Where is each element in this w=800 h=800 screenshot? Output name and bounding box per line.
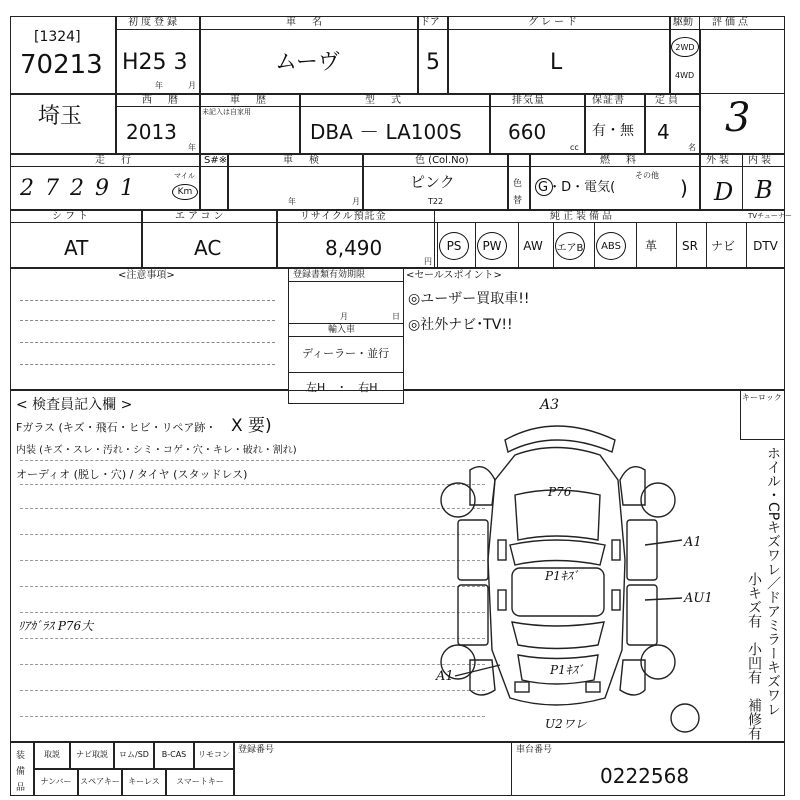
- header-interior: 内装: [748, 155, 774, 166]
- inspector-line: [20, 534, 485, 535]
- handle-value: 左H ・ 右H: [306, 381, 378, 394]
- equipment-pw: PW: [477, 232, 507, 260]
- year-unit: 年: [155, 81, 163, 90]
- regdoc-header-text: 登録書類有効期限: [293, 270, 366, 280]
- equipment-革: 革: [644, 239, 657, 253]
- first-registration: H25 3: [122, 50, 188, 75]
- equipment-item-label: ナビ取説: [76, 750, 108, 759]
- region-name: 埼玉: [38, 104, 83, 129]
- fuel-other: その他: [635, 171, 659, 180]
- chassis-number: 0222568: [600, 764, 690, 788]
- key-lock-label: キーロック: [742, 393, 782, 402]
- inspector-line: [20, 716, 485, 717]
- fuel-options: G・D・電気(: [538, 180, 616, 195]
- mile-unit: マイル: [174, 172, 195, 180]
- sales-point-2: ◎社外ナビ･TV!!: [408, 317, 513, 333]
- interior-line: 内装 (キズ・スレ・汚れ・シミ・コゲ・穴・キレ・破れ・割れ): [16, 445, 297, 456]
- equipment-item-label: B-CAS: [161, 750, 187, 759]
- inspection-year-unit: 年: [288, 197, 296, 206]
- header-equipment: 純正装備品: [550, 211, 615, 222]
- header-fuel: 燃 料: [600, 155, 639, 166]
- header-model: 型 式: [365, 95, 404, 106]
- damage-mark-hood: P76: [548, 485, 572, 499]
- recycle-value: 8,490: [325, 236, 383, 260]
- header-cert: 車 歴: [230, 95, 269, 106]
- header-exterior: 外装: [706, 155, 732, 166]
- inspector-line: [20, 560, 485, 561]
- equipment-dtv: DTV: [753, 239, 778, 253]
- header-first-reg: 初度登録: [128, 17, 180, 28]
- cert-note: 未記入は自家用: [202, 108, 251, 116]
- bottom-equip-label: 装備品: [16, 751, 26, 794]
- displacement: 660: [508, 120, 547, 144]
- header-grade: グレード: [528, 17, 580, 28]
- damage-mark-rear: P1ｷｽﾞ: [550, 663, 584, 677]
- equipment-item-label: ロム/SD: [119, 750, 149, 759]
- import-header-text: 輸入車: [328, 325, 356, 335]
- equipment-sr: SR: [682, 239, 698, 253]
- equipment-item-label: スペアキー: [80, 777, 120, 786]
- equipment-item-label: リモコン: [198, 750, 230, 759]
- inspector-title: < 検査員記入欄 >: [16, 397, 133, 413]
- car-name: ムーヴ: [275, 50, 340, 75]
- regdoc-day: 日: [392, 312, 400, 321]
- header-warranty: 保証書: [592, 95, 625, 106]
- inspector-line: [20, 460, 485, 461]
- header-tv-tuner: TVチューナー: [748, 212, 792, 220]
- inspector-line: [20, 664, 485, 665]
- drive-4wd: 4WD: [675, 71, 695, 80]
- windshield-mark: X 要): [231, 416, 272, 436]
- grade-value: L: [550, 50, 563, 75]
- header-capacity: 定員: [655, 95, 681, 106]
- header-door: ドア: [420, 17, 440, 28]
- drive-2wd-circle: 2WD: [671, 37, 699, 57]
- door-count: 5: [426, 50, 440, 75]
- color-value: ピンク: [410, 173, 455, 191]
- equipment-item-label: キーレス: [128, 777, 160, 786]
- header-inspection: 車 検: [283, 155, 322, 166]
- header-shift: シフト: [52, 211, 91, 222]
- inspector-line: [20, 612, 485, 613]
- equipment-item-label: スマートキー: [176, 777, 224, 786]
- damage-mark-front: A3: [540, 397, 560, 413]
- west-year: 2013: [126, 120, 177, 144]
- score-value: 3: [725, 95, 751, 141]
- capacity-unit: 名: [688, 143, 696, 152]
- exterior-grade: D: [714, 178, 734, 206]
- inspection-month-unit: 月: [352, 197, 360, 206]
- color-change: 色替: [513, 179, 523, 207]
- ac-value: AC: [194, 236, 222, 260]
- caution-line: [20, 342, 275, 343]
- damage-mark-right-2: AU1: [684, 591, 713, 606]
- reg-no-cell: [234, 742, 512, 796]
- sales-point-1: ◎ユーザー買取車!!: [408, 291, 530, 307]
- regdoc-month: 月: [340, 312, 348, 321]
- km-unit-circle: Km: [172, 184, 198, 200]
- header-cc: 排気量: [512, 95, 545, 106]
- equipment-ps: PS: [439, 232, 469, 260]
- equipment-item-label: 取説: [44, 750, 60, 759]
- warranty-value: 有・無: [592, 123, 634, 139]
- header-ac: エアコン: [175, 211, 227, 222]
- west-year-unit: 年: [188, 143, 196, 152]
- fuel-close: ): [680, 176, 688, 200]
- header-drive: 駆動: [673, 17, 693, 28]
- header-mileage: 走 行: [95, 155, 134, 166]
- header-west-year: 西 暦: [142, 95, 181, 106]
- recycle-yen: 円: [424, 257, 432, 266]
- header-sub: S#※: [204, 155, 228, 166]
- model-code: DBA － LA100S: [310, 120, 462, 144]
- lot-prefix: [1324]: [34, 29, 81, 45]
- equipment-aw: AW: [523, 239, 543, 253]
- equipment-ナビ: ナビ: [710, 239, 735, 253]
- inspector-line: [20, 690, 485, 691]
- equipment-エアb: エアB: [555, 232, 585, 260]
- equipment-item-label: ナンバー: [40, 777, 72, 786]
- inspector-line: [20, 484, 485, 485]
- side-note-1: ホイル・CPキズワレ／ドアミラーキズワレ: [765, 446, 781, 717]
- color-code: T22: [428, 197, 444, 206]
- caution-line: [20, 300, 275, 301]
- equipment-abs: ABS: [596, 232, 626, 260]
- damage-mark-left: A1: [436, 669, 454, 684]
- capacity-value: 4: [657, 120, 670, 144]
- audio-tire-line: オーディオ (脱し・穴) / タイヤ (スタッドレス): [16, 468, 248, 481]
- damage-mark-bottom: U2ワレ: [545, 717, 587, 731]
- chassis-label: 車台番号: [516, 745, 553, 755]
- side-note-2: 小キズ有 小凹有 補修有: [746, 572, 762, 740]
- lot-number: 70213: [20, 50, 103, 80]
- header-color: 色 (Col.No): [415, 155, 469, 166]
- cc-unit: cc: [570, 143, 579, 152]
- header-score: 評価点: [712, 17, 751, 28]
- sales-header: <セールスポイント>: [406, 270, 502, 281]
- inspector-line: [20, 508, 485, 509]
- fuel-gasoline-circle: [535, 178, 553, 196]
- caution-header: <注意事項>: [118, 270, 175, 281]
- reg-no-label: 登録番号: [238, 745, 275, 755]
- inspector-line: [20, 586, 485, 587]
- row4-header-strip: [10, 210, 785, 223]
- windshield-line: Fガラス (キズ・飛石・ヒビ・リペア跡・: [16, 421, 217, 434]
- inspector-line: [20, 638, 485, 639]
- caution-line: [20, 364, 275, 365]
- caution-line: [20, 320, 275, 321]
- damage-mark-right-1: A1: [684, 535, 702, 550]
- header-car-name: 車 名: [286, 17, 325, 28]
- import-dealer: ディーラー・並行: [302, 347, 390, 360]
- month-unit: 月: [188, 81, 196, 90]
- mileage-value: 2 7 2 9 1: [20, 176, 136, 201]
- header-recycle: リサイクル預託金: [300, 211, 387, 222]
- handwritten-note: ﾘｱｶﾞﾗｽ P76大: [18, 619, 94, 633]
- damage-mark-roof: P1ｷｽﾞ: [545, 569, 579, 583]
- interior-grade: B: [755, 176, 773, 204]
- shift-value: AT: [64, 236, 89, 260]
